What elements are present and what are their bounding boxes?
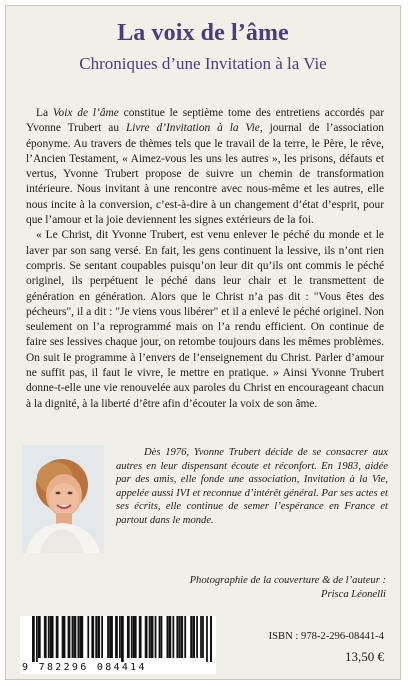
barcode-bar (64, 616, 66, 658)
barcode-bar (91, 616, 94, 658)
barcode-bar (196, 616, 198, 658)
summary-paragraph-1 (26, 106, 384, 228)
summary-text-run: constitue le septième tome des entretiens accordés par Yvonne Trubert au (26, 107, 384, 135)
barcode-bar (74, 616, 77, 658)
barcode-bar (172, 616, 174, 658)
barcode-bar (97, 616, 100, 658)
barcode-bar (159, 616, 161, 658)
barcode-bar (127, 616, 130, 658)
barcode-bar (95, 616, 97, 658)
book-back-cover (5, 5, 401, 680)
barcode-bar (87, 616, 89, 658)
barcode-bar (149, 616, 151, 658)
summary-italic-title: Voix de l’âme (52, 107, 119, 119)
barcode-bar (167, 616, 169, 658)
barcode-bar (202, 616, 204, 658)
photo-credit (190, 574, 386, 602)
photo-credit-label: Photographie de la couverture & de l’auteur : (189, 575, 386, 586)
barcode-bar (107, 616, 109, 658)
summary-paragraph-2: « Le Christ, dit Yvonne Trubert, est venu enlever le péché du monde et le laver par son sang versé. En fait, les gens continuent la lessive, ils n’ont rien compris. Se sentant coupables puisqu’on leur dit qu’ils ont commis le péché originel, ils perpétuent le péché dans leur chair et le transmettent de génération en génération. Alors que le Christ n’a pas dit : "Vous êtes des pécheurs", il a dit : "Je viens vous libérer" et il a enlevé le péché originel. Non seulement on l’a reprogrammé mais on l’a rendu efficient. On continue de faire ses lessives chaque jour, on retombe toujours dans les mêmes problèmes. On suit le programme à l’envers de l’enseignement du Christ. Parler d’amour ne suffit pas, il faut le vivre, le mettre en pratique. » Ainsi Yvonne Trubert donne-t-elle une vie renouvelée aux paroles du Christ en encourageant chacun à la dignité, à la liberté d’être afin d’écouter la voix de son âme. (26, 229, 384, 410)
summary-text-run: , journal de l’association éponyme. Au travers de thèmes tels que le travail de la terre, le Père, le rêve, l’Ancien Testament, « Aimez-vous les uns les autres », les prisons, défauts et vertus, Yvonne Trubert propose de suivre un chemin de transformation intérieure. Nous invitant à une rencontre avec nous-même et les autres, elle nous incite à la conversion, c’est-à-dire à un changement d’état d’esprit, pour que l’amour et la joie deviennent les signes extérieurs de la foi. (26, 122, 384, 227)
barcode-bar (52, 616, 54, 658)
barcode-bar (168, 616, 171, 658)
barcode-bar (151, 616, 154, 658)
barcode-bar (101, 616, 103, 658)
barcode-bar (68, 616, 71, 658)
summary-text-run: La (36, 107, 53, 119)
barcode-bar (192, 616, 195, 658)
barcode-bar (121, 616, 124, 662)
barcode-bar (200, 616, 202, 658)
barcode-bar (180, 616, 183, 658)
barcode-bar (81, 616, 83, 658)
book-subtitle: Chroniques d’une Invitation à la Vie (79, 54, 327, 73)
barcode-bar (48, 616, 50, 658)
summary-text (26, 106, 384, 412)
barcode-bar (155, 616, 157, 658)
photo-credit-name: Prisca Léonelli (320, 589, 386, 600)
author-bio: Dès 1976, Yvonne Trubert décide de se consacrer aux autres en leur dispensant écoute et réconfort. En 1983, aidée par des amis, elle fonde une association, Invitation à la Vie, appelée aussi IVI et reconnue d’intérêt général. Par ses actes et ses écrits, elle continue de semer l’espérance en France et partout dans le monde. (116, 447, 388, 526)
barcode-bar (178, 616, 180, 658)
price: 13,50 € (345, 649, 384, 664)
barcode-bar (32, 616, 35, 662)
barcode-bar (77, 616, 79, 658)
isbn: ISBN : 978-2-296-08441-4 (268, 631, 384, 642)
barcode-bar (145, 616, 148, 658)
barcode-bar (44, 616, 47, 658)
barcode-bar (119, 616, 121, 658)
barcode-bar (56, 616, 59, 658)
barcode (20, 616, 216, 674)
barcode-bar (131, 616, 133, 658)
barcode-bar (111, 616, 113, 658)
barcode-bar (72, 616, 74, 658)
barcode-bar (135, 616, 137, 658)
barcode-bar (176, 616, 178, 658)
barcode-bars (32, 616, 212, 662)
barcode-bar (206, 616, 208, 662)
barcode-digits: 9 782296 084414 (22, 662, 147, 673)
barcode-bar (38, 616, 41, 658)
barcode-bar (115, 616, 118, 658)
barcode-bar (184, 616, 186, 658)
barcode-bar (190, 616, 192, 658)
barcode-bar (36, 616, 38, 662)
book-title: La voix de l’âme (117, 20, 289, 46)
barcode-bar (161, 616, 163, 658)
barcode-bar (139, 616, 142, 658)
author-photo (22, 445, 104, 553)
barcode-bar (210, 616, 212, 662)
summary-italic-title: Livre d’Invitation à la Vie (125, 122, 260, 135)
